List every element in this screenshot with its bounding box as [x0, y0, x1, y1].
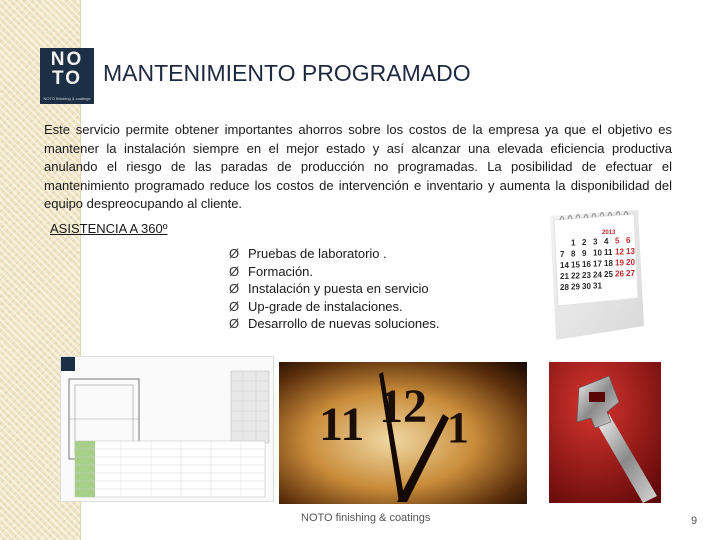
calendar-day: 12 — [615, 247, 624, 257]
calendar-day: 22 — [571, 271, 580, 281]
clock-numeral-12: 12 — [379, 380, 427, 433]
bullet-list — [229, 245, 440, 333]
bullet-item — [229, 280, 440, 298]
calendar-day: 8 — [571, 249, 576, 259]
calendar-day: 28 — [560, 283, 569, 292]
calendar-day: 1 — [571, 238, 576, 248]
calendar-day: 11 — [604, 248, 613, 257]
calendar-day: 19 — [615, 258, 624, 268]
clock-image — [279, 362, 527, 504]
calendar-day: 27 — [626, 269, 635, 278]
calendar-day: 5 — [615, 236, 620, 246]
asistencia-heading: ASISTENCIA A 360º — [50, 221, 168, 236]
bullet-item — [229, 263, 440, 281]
page-number: 9 — [691, 515, 698, 527]
calendar-day: 31 — [593, 281, 602, 291]
calendar-day: 15 — [571, 260, 580, 270]
technical-document-image — [60, 356, 274, 502]
document-logo-icon — [61, 357, 75, 371]
bullet-text: Desarrollo de nuevas soluciones. — [248, 316, 440, 331]
calendar-day: 2 — [582, 238, 587, 247]
calendar-day: 17 — [593, 259, 602, 269]
calendar-day: 4 — [604, 237, 609, 246]
body-paragraph: Este servicio permite obtener importantes ahorros sobre los costos de la empresa ya que el objetivo es mantener la instalación siempre en el mejor estado y así alcanzar una elevada eficiencia productiva anulando el riesgo de las paradas de producción no programadas. La posibilidad de efectuar el mantenimiento programado reduce los costos de intervención e inventario y aumenta la disponibilidad del equipo despreocupando al cliente. — [44, 122, 672, 211]
logo-tagline: NOTO finishing & coatings — [43, 96, 91, 101]
calendar-year: 2013 — [602, 230, 616, 236]
calendar-day: 10 — [593, 248, 602, 258]
bullet-text: Formación. — [248, 263, 314, 279]
calendar-day: 26 — [615, 269, 624, 279]
calendar-day: 7 — [560, 250, 565, 259]
calendar-day: 16 — [582, 260, 591, 269]
desk-calendar-image — [546, 206, 646, 342]
logo-mark-line1: NO — [50, 49, 84, 70]
footer-text: NOTO finishing & coatings — [301, 512, 431, 524]
bullet-arrow-icon: Ø — [229, 316, 240, 331]
calendar-day: 14 — [560, 261, 569, 270]
noto-logo — [40, 48, 94, 104]
bullet-text: Instalación y puesta en servicio — [248, 281, 429, 296]
clock-numeral-1: 1 — [447, 403, 469, 452]
bullet-arrow-icon: Ø — [229, 281, 240, 296]
calendar-day: 25 — [604, 270, 613, 279]
calendar-day: 29 — [571, 282, 580, 292]
bullet-text: Pruebas de laboratorio . — [248, 246, 387, 261]
bullet-arrow-icon: Ø — [229, 298, 240, 314]
calendar-day: 23 — [582, 271, 591, 280]
calendar-day: 24 — [593, 270, 602, 280]
bullet-text: Up-grade de instalaciones. — [248, 298, 403, 314]
bullet-arrow-icon: Ø — [229, 263, 240, 279]
calendar-day: 20 — [626, 258, 635, 267]
calendar-day: 6 — [626, 236, 631, 245]
bullet-item — [229, 245, 440, 263]
calendar-day: 3 — [593, 237, 598, 247]
logo-mark-line2: TO — [51, 68, 83, 89]
page-title: MANTENIMIENTO PROGRAMADO — [103, 60, 471, 86]
bullet-item — [229, 298, 440, 316]
calendar-day: 18 — [604, 259, 613, 268]
wrench-image — [549, 362, 661, 503]
technical-document-drawing — [61, 357, 273, 501]
calendar-day: 21 — [560, 272, 569, 281]
calendar-day: 9 — [582, 249, 587, 258]
bullet-item — [229, 315, 440, 333]
bullet-arrow-icon: Ø — [229, 246, 240, 261]
logo-mark — [43, 50, 91, 90]
calendar-day: 13 — [626, 247, 635, 256]
clock-numeral-11: 11 — [319, 398, 365, 451]
calendar-day: 30 — [582, 282, 591, 291]
